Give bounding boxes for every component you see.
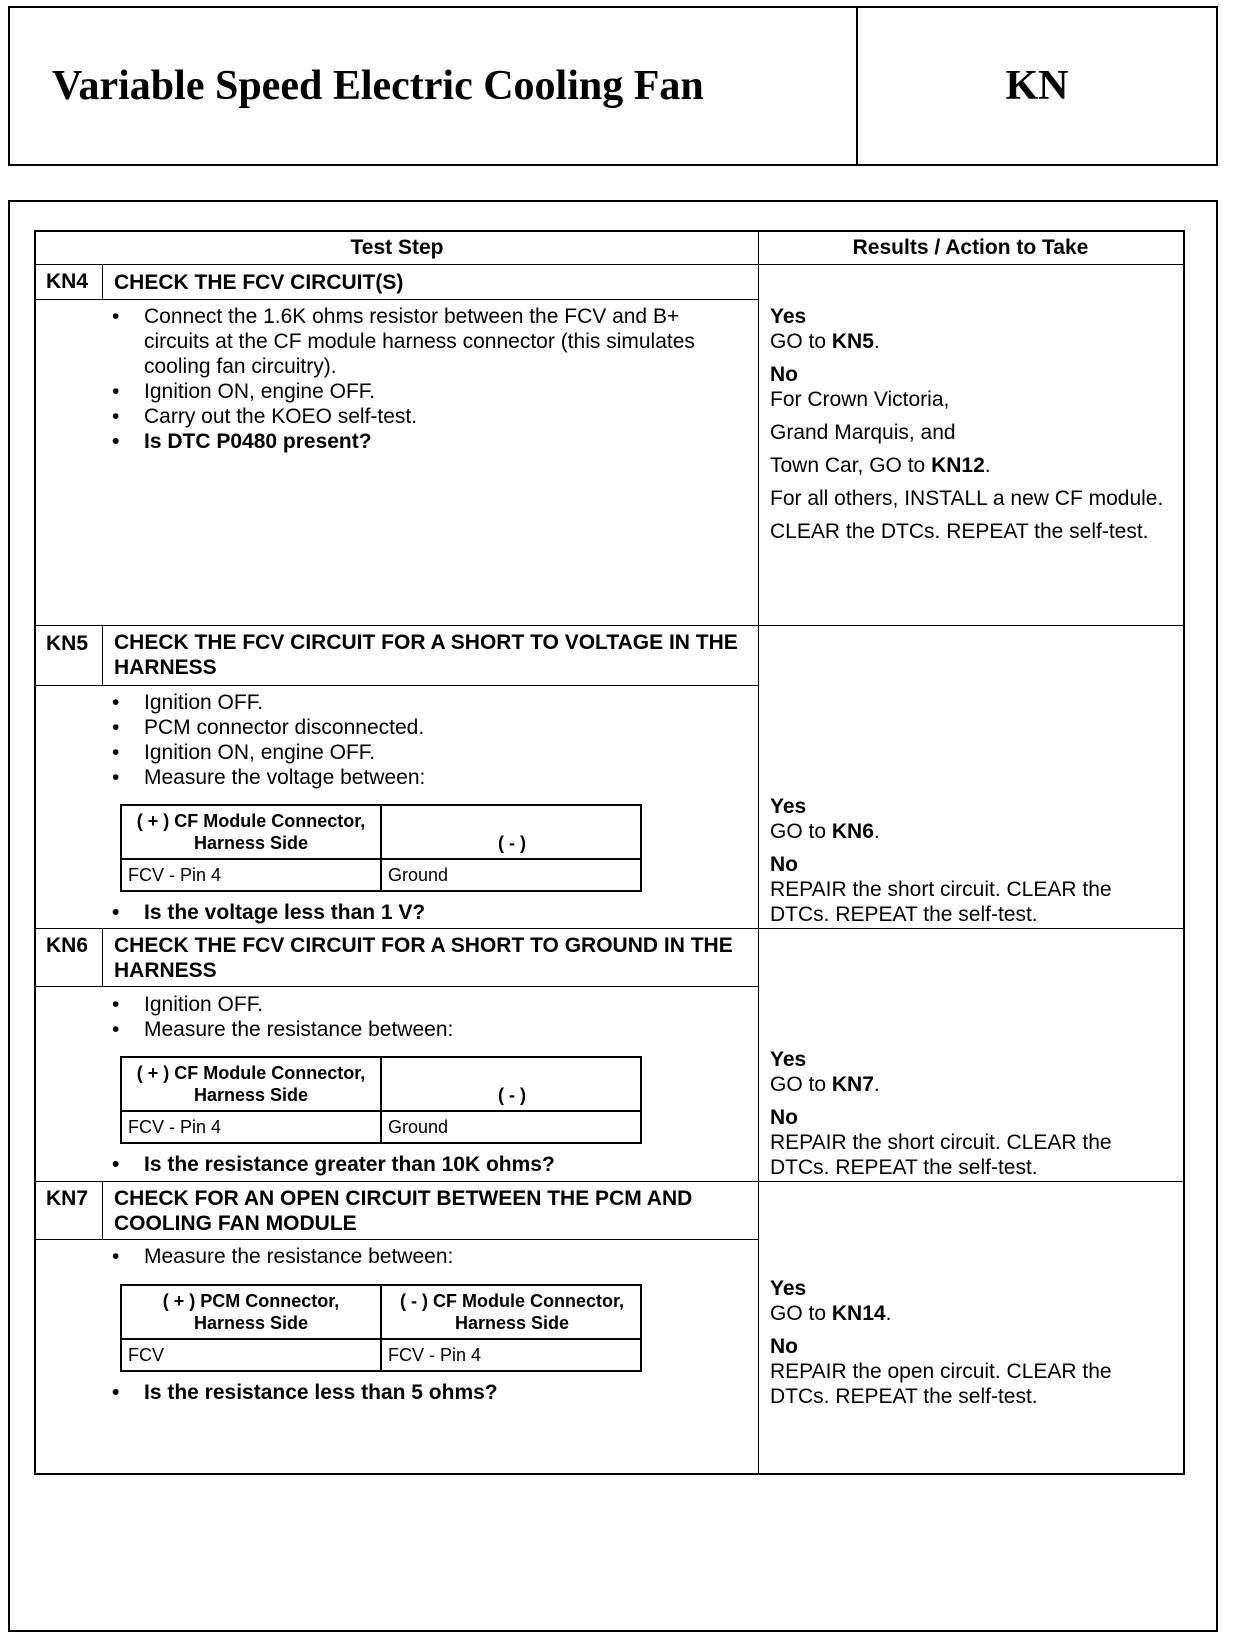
no-label: No — [770, 363, 798, 386]
meas-header-positive: ( + ) PCM Connector, Harness Side — [162, 1291, 340, 1333]
page-title: Variable Speed Electric Cooling Fan — [10, 8, 858, 164]
result-kn4: Yes GO to KN5. No For Crown Victoria, Grand Marquis, and Town Car, GO to KN12. For all others, INSTALL a new CF module. CLEAR the DTCs. REPEAT the self-test. — [770, 304, 1170, 544]
yes-action: GO to — [770, 1073, 827, 1096]
meas-cell: FCV — [128, 1345, 164, 1365]
no-label: No — [770, 1106, 798, 1129]
meas-cell: Ground — [388, 865, 449, 885]
meas-header-negative: ( - ) CF Module Connector, Harness Side — [400, 1291, 624, 1333]
meas-header-positive: ( + ) CF Module Connector, Harness Side — [136, 1063, 366, 1105]
no-action-extra: For all others, INSTALL a new CF module. — [770, 487, 1164, 510]
step-title-kn4: CHECK THE FCV CIRCUIT(S) — [114, 271, 404, 294]
no-action: REPAIR the open circuit. CLEAR the DTCs. REPEAT the self-test. — [770, 1360, 1112, 1408]
test-step-table — [34, 230, 1185, 1475]
result-kn7: Yes GO to KN14. No REPAIR the open circuit. CLEAR the DTCs. REPEAT the self-test. — [770, 1276, 1170, 1409]
page-header — [8, 6, 1218, 166]
step-question-list-kn6 — [108, 1152, 708, 1177]
measurement-table-kn7 — [120, 1284, 642, 1372]
step-question: • Is DTC P0480 present? — [108, 429, 708, 454]
step-title-kn6: CHECK THE FCV CIRCUIT FOR A SHORT TO GROUND IN THE HARNESS — [114, 934, 733, 982]
goto-link-kn6[interactable]: KN6 — [831, 820, 874, 843]
measurement-table-kn6 — [120, 1056, 642, 1144]
header-test-step: Test Step — [350, 236, 444, 259]
no-label: No — [770, 853, 798, 876]
no-action-extra: CLEAR the DTCs. REPEAT the self-test. — [770, 520, 1149, 543]
no-action: REPAIR the short circuit. CLEAR the DTCs. REPEAT the self-test. — [770, 1131, 1112, 1179]
step-question: • Is the resistance greater than 10K ohms? — [108, 1152, 708, 1177]
step-title-kn5: CHECK THE FCV CIRCUIT FOR A SHORT TO VOLTAGE IN THE HARNESS — [114, 631, 738, 679]
instruction-item: • Ignition OFF. — [108, 992, 708, 1017]
header-results: Results / Action to Take — [852, 236, 1089, 259]
step-question: • Is the resistance less than 5 ohms? — [108, 1380, 708, 1405]
step-question-list-kn5 — [108, 900, 708, 925]
meas-cell: FCV - Pin 4 — [388, 1345, 482, 1365]
instruction-item: • Ignition ON, engine OFF. — [108, 379, 708, 404]
step-instructions-kn5 — [108, 690, 708, 790]
step-code-kn6: KN6 — [46, 934, 89, 957]
no-action-prefix: Town Car, GO to — [770, 454, 926, 477]
step-instructions-kn4 — [108, 304, 708, 454]
yes-label: Yes — [770, 795, 807, 818]
no-action: REPAIR the short circuit. CLEAR the DTCs. REPEAT the self-test. — [770, 878, 1112, 926]
step-instructions-kn7 — [108, 1244, 708, 1269]
instruction-item: • Ignition OFF. — [108, 690, 708, 715]
goto-link-kn7[interactable]: KN7 — [831, 1073, 874, 1096]
yes-action: GO to — [770, 820, 827, 843]
meas-cell: FCV - Pin 4 — [128, 1117, 222, 1137]
yes-label: Yes — [770, 1048, 807, 1071]
step-question-list-kn7 — [108, 1380, 708, 1405]
goto-link-kn5[interactable]: KN5 — [831, 330, 874, 353]
yes-action: GO to — [770, 330, 827, 353]
instruction-item: • Carry out the KOEO self-test. — [108, 404, 708, 429]
no-label: No — [770, 1335, 798, 1358]
step-code-kn5: KN5 — [46, 632, 89, 655]
no-action-line: For Crown Victoria, — [770, 388, 950, 411]
yes-label: Yes — [770, 1277, 807, 1300]
result-kn5: Yes GO to KN6. No REPAIR the short circuit. CLEAR the DTCs. REPEAT the self-test. — [770, 794, 1170, 927]
meas-header-negative: ( - ) — [498, 833, 526, 853]
yes-label: Yes — [770, 305, 807, 328]
instruction-item: • Connect the 1.6K ohms resistor between the FCV and B+ circuits at the CF module harness connector (this simulates cooling fan circuitry). — [108, 304, 708, 379]
step-question: • Is the voltage less than 1 V? — [108, 900, 708, 925]
step-code-kn7: KN7 — [46, 1187, 89, 1210]
meas-cell: Ground — [388, 1117, 449, 1137]
instruction-item: • Measure the resistance between: — [108, 1244, 708, 1269]
meas-header-negative: ( - ) — [498, 1085, 526, 1105]
step-title-kn7: CHECK FOR AN OPEN CIRCUIT BETWEEN THE PCM AND COOLING FAN MODULE — [114, 1187, 693, 1235]
instruction-item: • Measure the resistance between: — [108, 1017, 708, 1042]
step-code-kn4: KN4 — [46, 270, 89, 293]
goto-link-kn12[interactable]: KN12 — [931, 454, 985, 477]
measurement-table-kn5 — [120, 804, 642, 892]
instruction-item: • Ignition ON, engine OFF. — [108, 740, 708, 765]
instruction-item: • Measure the voltage between: — [108, 765, 708, 790]
meas-header-positive: ( + ) CF Module Connector, Harness Side — [136, 811, 366, 853]
no-action-line: Grand Marquis, and — [770, 421, 956, 444]
goto-link-kn14[interactable]: KN14 — [831, 1302, 886, 1325]
step-instructions-kn6 — [108, 992, 708, 1042]
section-code: KN — [1005, 63, 1069, 109]
meas-cell: FCV - Pin 4 — [128, 865, 222, 885]
yes-action: GO to — [770, 1302, 827, 1325]
result-kn6: Yes GO to KN7. No REPAIR the short circuit. CLEAR the DTCs. REPEAT the self-test. — [770, 1047, 1170, 1180]
instruction-item: • PCM connector disconnected. — [108, 715, 708, 740]
